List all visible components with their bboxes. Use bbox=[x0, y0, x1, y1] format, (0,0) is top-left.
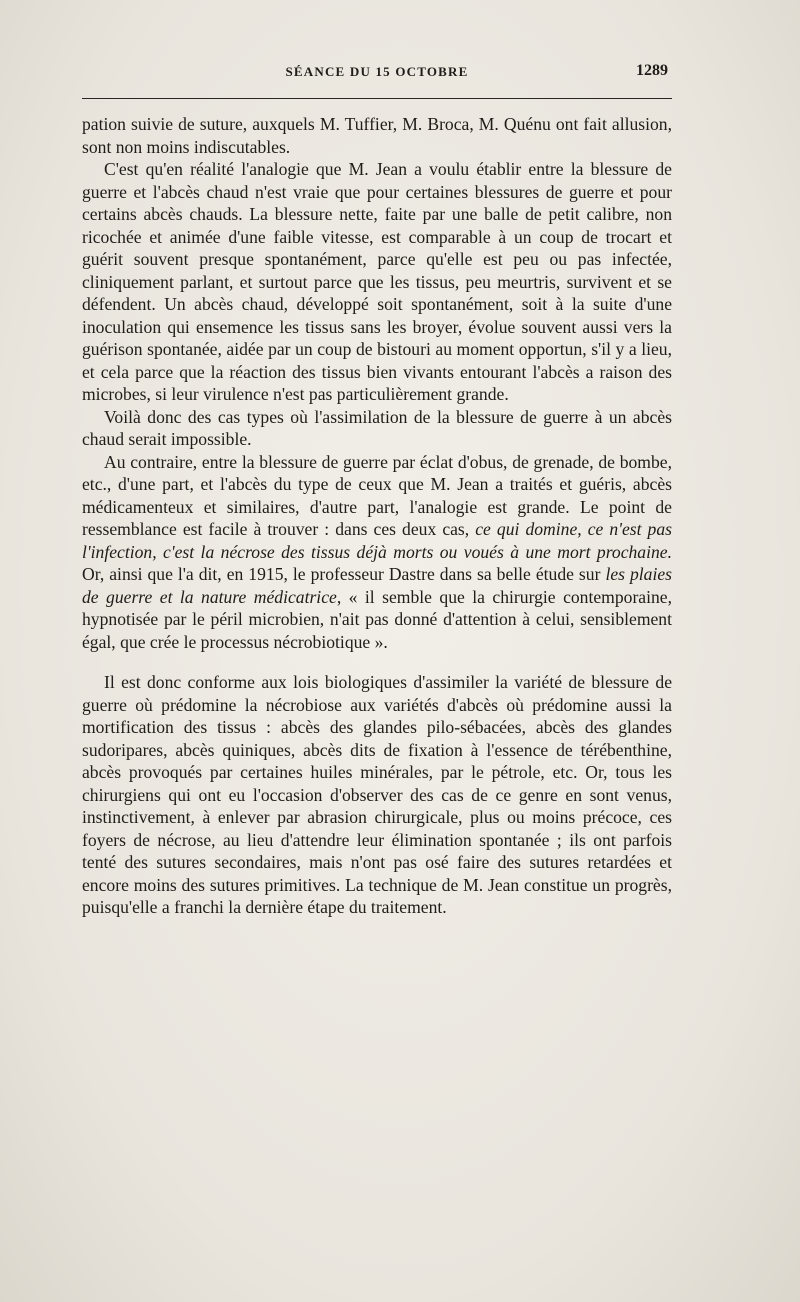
paragraph-5-text: Il est donc conforme aux lois biologiques d'assimiler la variété de blessure de guerre où prédomine la nécrobiose aux variétés d'abcès où prédomine aussi la mortification des tissus : abcès des glandes pilo-sébacées, abcès des glandes sudoripares, abcès quiniques, abcès dits de fixation à l'essence de térébenthine, abcès provoqués par certaines huiles minérales, par le pétrole, etc. Or, tous les chirurgiens qui ont eu l'occasion d'observer des cas de ce genre en sont venus, instinctivement, à enlever par abrasion chirurgicale, plus ou moins précoce, ces foyers de nécrose, au lieu d'attendre leur élimination spontanée ; ils ont parfois tenté des sutures secondaires, mais n'ont pas osé faire des sutures retardées et encore moins des sutures primitives. La technique de M. Jean constitue un progrès, puisqu'elle a franchi la dernière étape du traitement. bbox=[82, 672, 672, 917]
paragraph-4-italic-2: les plaies de guerre et la nature médicatrice bbox=[82, 564, 673, 607]
paragraph-3 bbox=[82, 406, 672, 451]
running-title: SÉANCE DU 15 OCTOBRE bbox=[285, 64, 469, 79]
paragraph-2-text: C'est qu'en réalité l'analogie que M. Jean a voulu établir entre la blessure de guerre et l'abcès chaud n'est vraie que pour certaines blessures de guerre et pour certains abcès chauds. La blessure nette, faite par une balle de petit calibre, non ricochée et animée d'une faible vitesse, est comparable à un coup de trocart et guérit souvent presque spontanément, parce qu'elle est peu ou pas infectée, cliniquement parlant, et surtout parce que les tissus, peu meurtris, survivent et se défendent. Un abcès chaud, développé soit spontanément, soit à la suite d'une inoculation qui ensemence les tissus sans les broyer, évolue souvent aussi vers la guérison spontanée, aidée par un coup de bistouri au moment opportun, s'il y a lieu, et cela parce que la réaction des tissus bien vivants entourant l'abcès a raison des microbes, si leur virulence n'est pas particulièrement grande. bbox=[82, 159, 672, 404]
paragraph-4-text-3: , « il semble que la chirurgie contemporaine, hypnotisée par le péril microbien, n'ait pas donné d'attention à celui, sensiblement égal, que crée le processus nécrobiotique ». bbox=[82, 586, 673, 652]
paragraph-4-text-1: Au contraire, entre la blessure de guerre par éclat d'obus, de grenade, de bombe, etc., d'une part, et l'abcès du type de ceux que M. Jean a traités et guéris, abcès médicamenteux et similaires, d'autre part, l'analogie est grande. Le point de ressemblance est facile à trouver : dans ces deux cas, bbox=[82, 451, 672, 539]
paragraph-1 bbox=[82, 113, 672, 158]
paragraph-1-text: pation suivie de suture, auxquels M. Tuffier, M. Broca, M. Quénu ont fait allusion, sont non moins indiscutables. bbox=[82, 114, 672, 157]
paragraph-4-italic-1: ce qui domine, ce n'est pas l'infection, c'est la nécrose des tissus déjà morts ou voués à une mort prochaine. bbox=[82, 519, 672, 562]
page-number: 1289 bbox=[636, 62, 668, 79]
page-header bbox=[82, 62, 672, 84]
body-text bbox=[82, 113, 672, 919]
paragraph-5 bbox=[82, 671, 672, 919]
paragraph-4 bbox=[82, 451, 672, 654]
paragraph-2 bbox=[82, 158, 672, 406]
paragraph-4-text-2: Or, ainsi que l'a dit, en 1915, le professeur Dastre dans sa belle étude sur bbox=[82, 564, 606, 584]
paragraph-3-text: Voilà donc des cas types où l'assimilation de la blessure de guerre à un abcès chaud serait impossible. bbox=[82, 406, 672, 449]
header-rule bbox=[82, 98, 672, 99]
